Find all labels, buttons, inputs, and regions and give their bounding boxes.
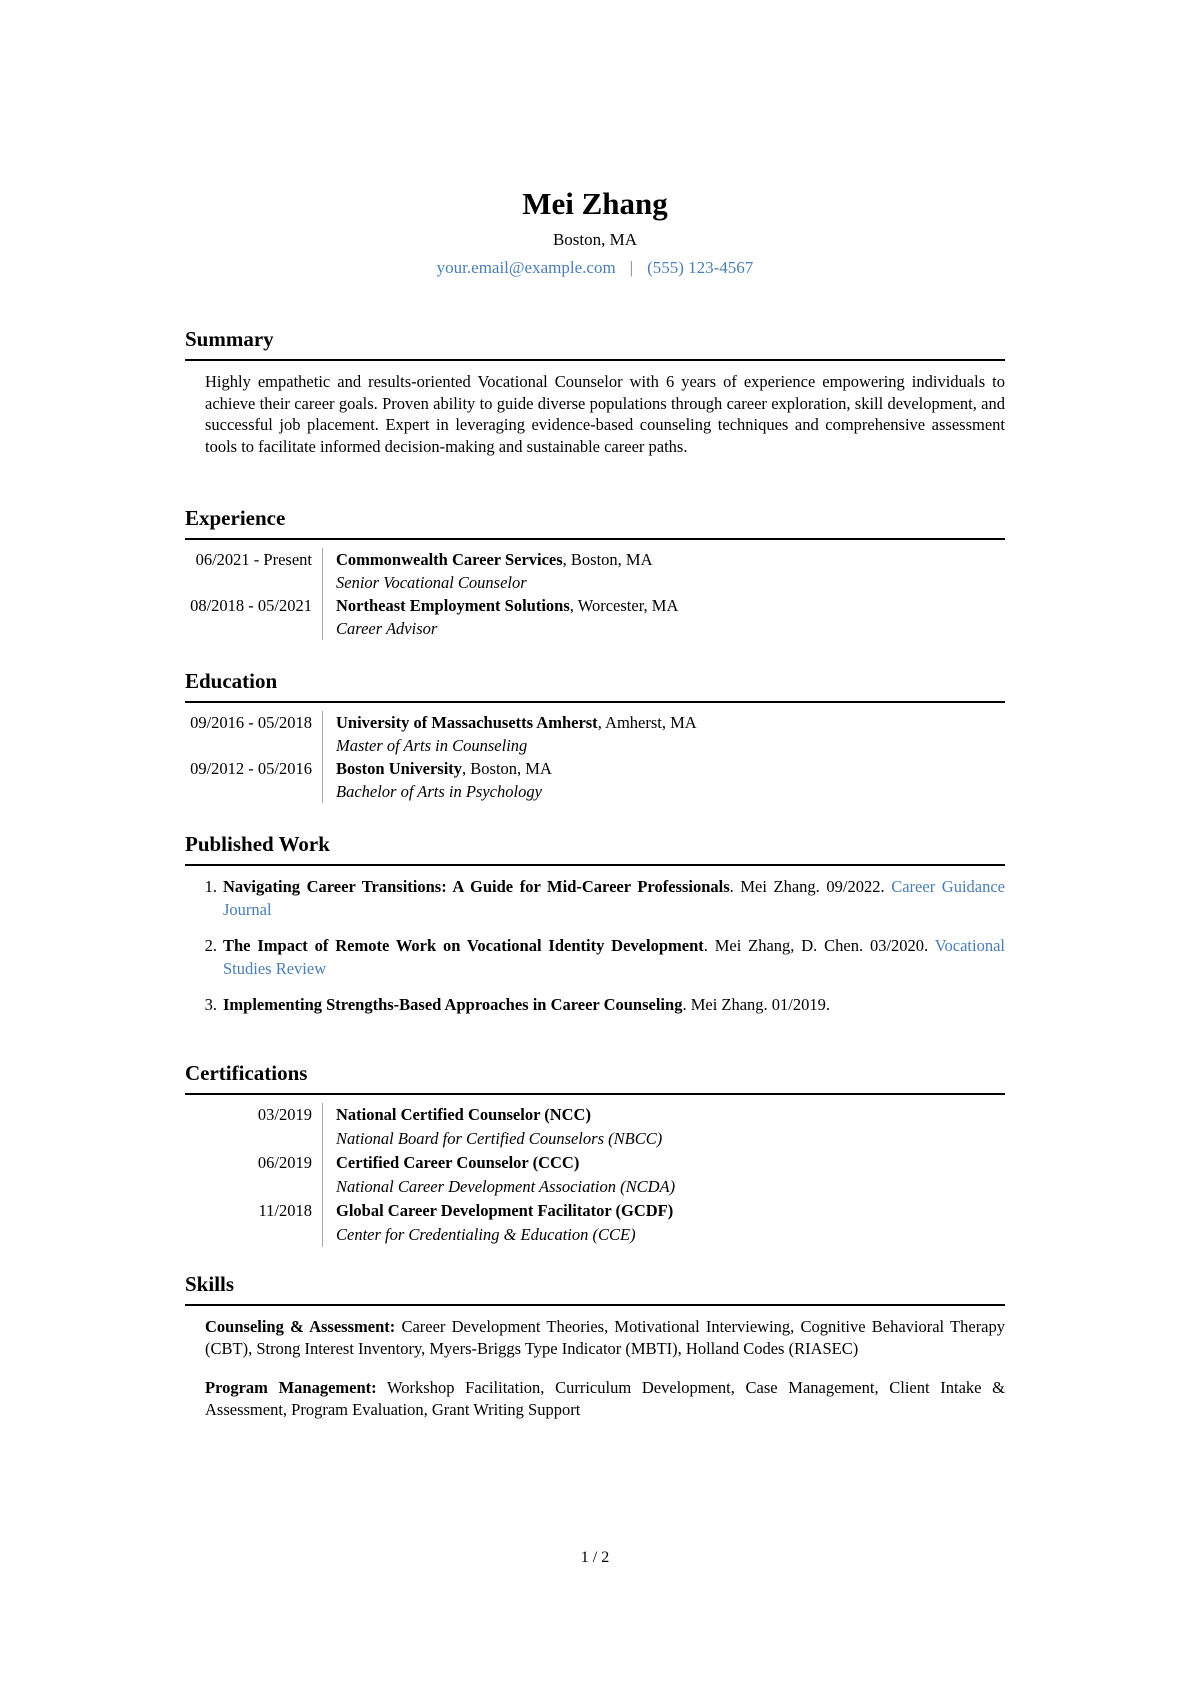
- education-entry: [185, 711, 1005, 757]
- certification-entry: [185, 1199, 1005, 1247]
- skills-group: [205, 1377, 1005, 1422]
- certification-name: Certified Career Counselor (CCC): [336, 1152, 580, 1172]
- entry-body: [323, 1199, 1005, 1247]
- person-name: Mei Zhang: [522, 186, 668, 221]
- publication-title: Implementing Strengths-Based Approaches in Career Counseling: [223, 995, 683, 1014]
- published-work-heading: Published Work: [185, 831, 1005, 866]
- skills-group-text: Workshop Facilitation, Curriculum Development, Case Management, Client Intake & Assessment, Program Evaluation, Grant Writing Support: [205, 1377, 1005, 1419]
- certification-entries: [185, 1103, 1005, 1247]
- section-summary: [185, 326, 1005, 457]
- publication-details: . Mei Zhang, D. Chen. 03/2020.: [703, 936, 935, 955]
- entry-school-location: , Amherst, MA: [597, 713, 697, 732]
- entry-org-location: , Boston, MA: [562, 550, 653, 569]
- entry-school: University of Massachusetts Amherst: [336, 713, 598, 732]
- entry-role: Career Advisor: [336, 619, 438, 638]
- entry-degree: Master of Arts in Counseling: [336, 736, 528, 755]
- certification-issuer: National Board for Certified Counselors (NBCC): [336, 1128, 663, 1148]
- entry-degree: Bachelor of Arts in Psychology: [336, 782, 542, 801]
- person-location: Boston, MA: [552, 230, 638, 249]
- phone-link[interactable]: (555) 123-4567: [647, 258, 754, 277]
- experience-heading: Experience: [185, 505, 1005, 540]
- entry-org-line: [336, 594, 1005, 617]
- entry-org: Northeast Employment Solutions: [336, 596, 570, 615]
- contact-line: [185, 256, 1005, 280]
- publication-title: Navigating Career Transitions: A Guide for Mid-Career Professionals: [223, 877, 730, 896]
- experience-entries: [185, 548, 1005, 640]
- certification-issuer: Center for Credentialing & Education (CCE): [336, 1224, 636, 1244]
- journal-link[interactable]: Vocational Studies Review: [223, 936, 1005, 978]
- certification-name: Global Career Development Facilitator (GCDF): [336, 1200, 674, 1220]
- entry-dates: 06/2021 - Present: [195, 550, 312, 569]
- page-number: 1 / 2: [580, 1549, 610, 1566]
- education-entries: [185, 711, 1005, 803]
- entry-dates: 11/2018: [258, 1200, 312, 1220]
- section-education: [185, 668, 1005, 803]
- experience-entry: [185, 594, 1005, 640]
- entry-body: [323, 594, 1005, 640]
- publication-details: . Mei Zhang. 01/2019.: [682, 995, 831, 1014]
- education-heading: Education: [185, 668, 1005, 703]
- certification-entry: [185, 1151, 1005, 1199]
- entry-body: [323, 548, 1005, 594]
- contact-separator: |: [629, 258, 634, 277]
- entry-dates: 09/2012 - 05/2016: [190, 759, 312, 778]
- section-certifications: [185, 1060, 1005, 1247]
- entry-org-line: [336, 548, 1005, 571]
- entry-org-line: [336, 757, 1005, 780]
- skills-heading: Skills: [185, 1271, 1005, 1306]
- skills-group: [205, 1316, 1005, 1361]
- publication-text: [217, 935, 1005, 980]
- entry-dates: 06/2019: [257, 1152, 312, 1172]
- publication-item: [185, 994, 1005, 1017]
- entry-dates: 09/2016 - 05/2018: [190, 713, 312, 732]
- skills-group-label: Program Management:: [205, 1377, 377, 1397]
- skills-group-label: Counseling & Assessment:: [205, 1316, 396, 1336]
- publication-list: [185, 876, 1005, 1017]
- entry-org-location: , Worcester, MA: [569, 596, 679, 615]
- section-skills: [185, 1271, 1005, 1422]
- skills-groups: [185, 1316, 1005, 1422]
- education-entry: [185, 757, 1005, 803]
- certification-entry: [185, 1103, 1005, 1151]
- publication-item: [185, 935, 1005, 980]
- header: [185, 0, 1005, 280]
- publication-text: [217, 876, 1005, 921]
- certification-issuer: National Career Development Association (NCDA): [336, 1176, 676, 1196]
- publication-number: 3.: [204, 995, 217, 1014]
- entry-body: [323, 711, 1005, 757]
- publication-title: The Impact of Remote Work on Vocational Identity Development: [223, 936, 704, 955]
- journal-link[interactable]: Career Guidance Journal: [223, 877, 1005, 919]
- entry-org-line: [336, 711, 1005, 734]
- entry-school: Boston University: [336, 759, 463, 778]
- email-link[interactable]: your.email@example.com: [436, 258, 616, 277]
- resume-content: [185, 0, 1005, 1422]
- publication-number: 2.: [204, 936, 217, 955]
- publication-number: 1.: [204, 877, 217, 896]
- experience-entry: [185, 548, 1005, 594]
- entry-role: Senior Vocational Counselor: [336, 573, 527, 592]
- summary-heading: Summary: [185, 326, 1005, 361]
- certification-name: National Certified Counselor (NCC): [336, 1104, 591, 1124]
- entry-dates: 03/2019: [257, 1104, 312, 1124]
- publication-details: . Mei Zhang. 09/2022.: [729, 877, 892, 896]
- entry-body: [323, 1103, 1005, 1151]
- entry-body: [323, 1151, 1005, 1199]
- summary-text: Highly empathetic and results-oriented Vocational Counselor with 6 years of experience empowering individuals to achieve their career goals. Proven ability to guide diverse populations through career exploration, skill development, and successful job placement. Expert in leveraging evidence-based counseling techniques and comprehensive assessment tools to facilitate informed decision-making and sustainable career paths.: [205, 372, 1005, 456]
- section-published-work: [185, 831, 1005, 1017]
- entry-body: [323, 757, 1005, 803]
- entry-school-location: , Boston, MA: [462, 759, 552, 778]
- section-experience: [185, 505, 1005, 640]
- publication-text: [217, 994, 1005, 1017]
- entry-dates: 08/2018 - 05/2021: [190, 596, 312, 615]
- entry-org: Commonwealth Career Services: [336, 550, 563, 569]
- skills-group-text: Career Development Theories, Motivational Interviewing, Cognitive Behavioral Therapy (CBT), Strong Interest Inventory, Myers-Briggs Type Indicator (MBTI), Holland Codes (RIASEC): [205, 1316, 1006, 1358]
- publication-item: [185, 876, 1005, 921]
- certifications-heading: Certifications: [185, 1060, 1005, 1095]
